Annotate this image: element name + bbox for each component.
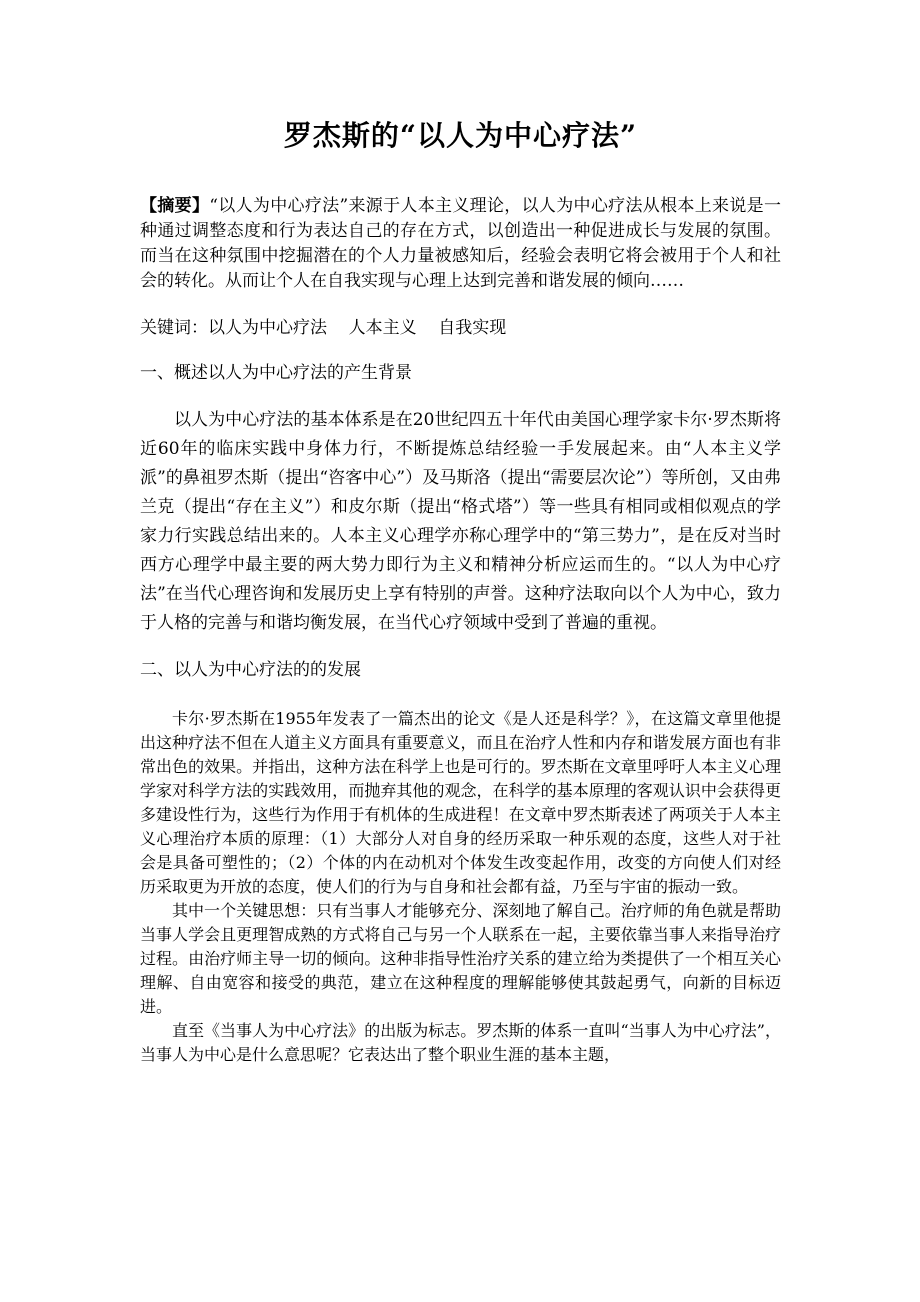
section-heading-2: 二、以人为中心疗法的的发展 [140, 660, 361, 680]
keywords [140, 316, 781, 341]
abstract-label: 【摘要】 [140, 196, 210, 216]
section2-paragraph-3: 直至《当事人为中心疗法》的出版为标志。罗杰斯的体系一直叫“当事人为中心疗法”，当事人为中心是什么意思呢？它表达出了整个职业生涯的基本主题， [140, 1021, 781, 1064]
section2-paragraph-2: 其中一个关键思想：只有当事人才能够充分、深刻地了解自己。治疗师的角色就是帮助当事人学会且更理智成熟的方式将自己与另一个人联系在一起，主要依靠当事人来指导治疗过程。由治疗师主导一切的倾向。这种非指导性治疗关系的建立给为类提供了一个相互关心理解、自由宽容和接受的典范，建立在这种程度的理解能够使其鼓起勇气，向新的目标迈进。 [140, 901, 781, 1016]
keywords-label: 关键词： [140, 318, 208, 338]
abstract-text: “以人为中心疗法”来源于人本主义理论，以人为中心疗法从根本上来说是一种通过调整态度和行为表达自己的存在方式，以创造出一种促进成长与发展的氛围。而当在这种氛围中挖掘潜在的个人力量被感知后，经验会表明它将会被用于个人和社会的转化。从而让个人在自我实现与心理上达到完善和谐发展的倾向…… [140, 196, 782, 291]
section-heading-1: 一、概述以人为中心疗法的产生背景 [140, 363, 412, 383]
document-body [140, 118, 781, 1067]
abstract [140, 194, 781, 294]
keywords-items: 以人为中心疗法 人本主义 自我实现 [208, 318, 507, 338]
section2-body [140, 707, 781, 1067]
section1-paragraph: 以人为中心疗法的基本体系是在20世纪四五十年代由美国心理学家卡尔·罗杰斯将近60年的临床实践中身体力行，不断提炼总结经验一手发展起来。由“人本主义学派”的鼻祖罗杰斯（提出“咨客中心”）及马斯洛（提出“需要层次论”）等所创，又由弗兰克（提出“存在主义”）和皮尔斯（提出“格式塔”）等一些具有相同或相似观点的学家力行实践总结出来的。人本主义心理学亦称心理学中的“第三势力”，是在反对当时西方心理学中最主要的两大势力即行为主义和精神分析应运而生的。“以人为中心疗法”在当代心理咨询和发展历史上享有特别的声誉。这种疗法取向以个人为中心，致力于人格的完善与和谐均衡发展，在当代心疗领域中受到了普遍的重视。 [140, 410, 781, 633]
document-title: 罗杰斯的“以人为中心疗法” [283, 119, 638, 152]
section2-paragraph-1: 卡尔·罗杰斯在1955年发表了一篇杰出的论文《是人还是科学？》，在这篇文章里他提出这种疗法不但在人道主义方面具有重要意义，而且在治疗人性和内存和谐发展方面也有非常出色的效果。并指出，这种方法在科学上也是可行的。罗杰斯在文章里呼吁人本主义心理学家对科学方法的实践效用，而抛弃其他的观念，在科学的基本原理的客观认识中会获得更多建设性行为，这些行为作用于有机体的生成进程！在文章中罗杰斯表述了两项关于人本主义心理治疗本质的原理：（1）大部分人对自身的经历采取一种乐观的态度，这些人对于社会是具备可塑性的；（2）个体的内在动机对个体发生改变起作用，改变的方向使人们对经历采取更为开放的态度，使人们的行为与自身和社会都有益，乃至与宇宙的振动一致。 [140, 709, 781, 896]
